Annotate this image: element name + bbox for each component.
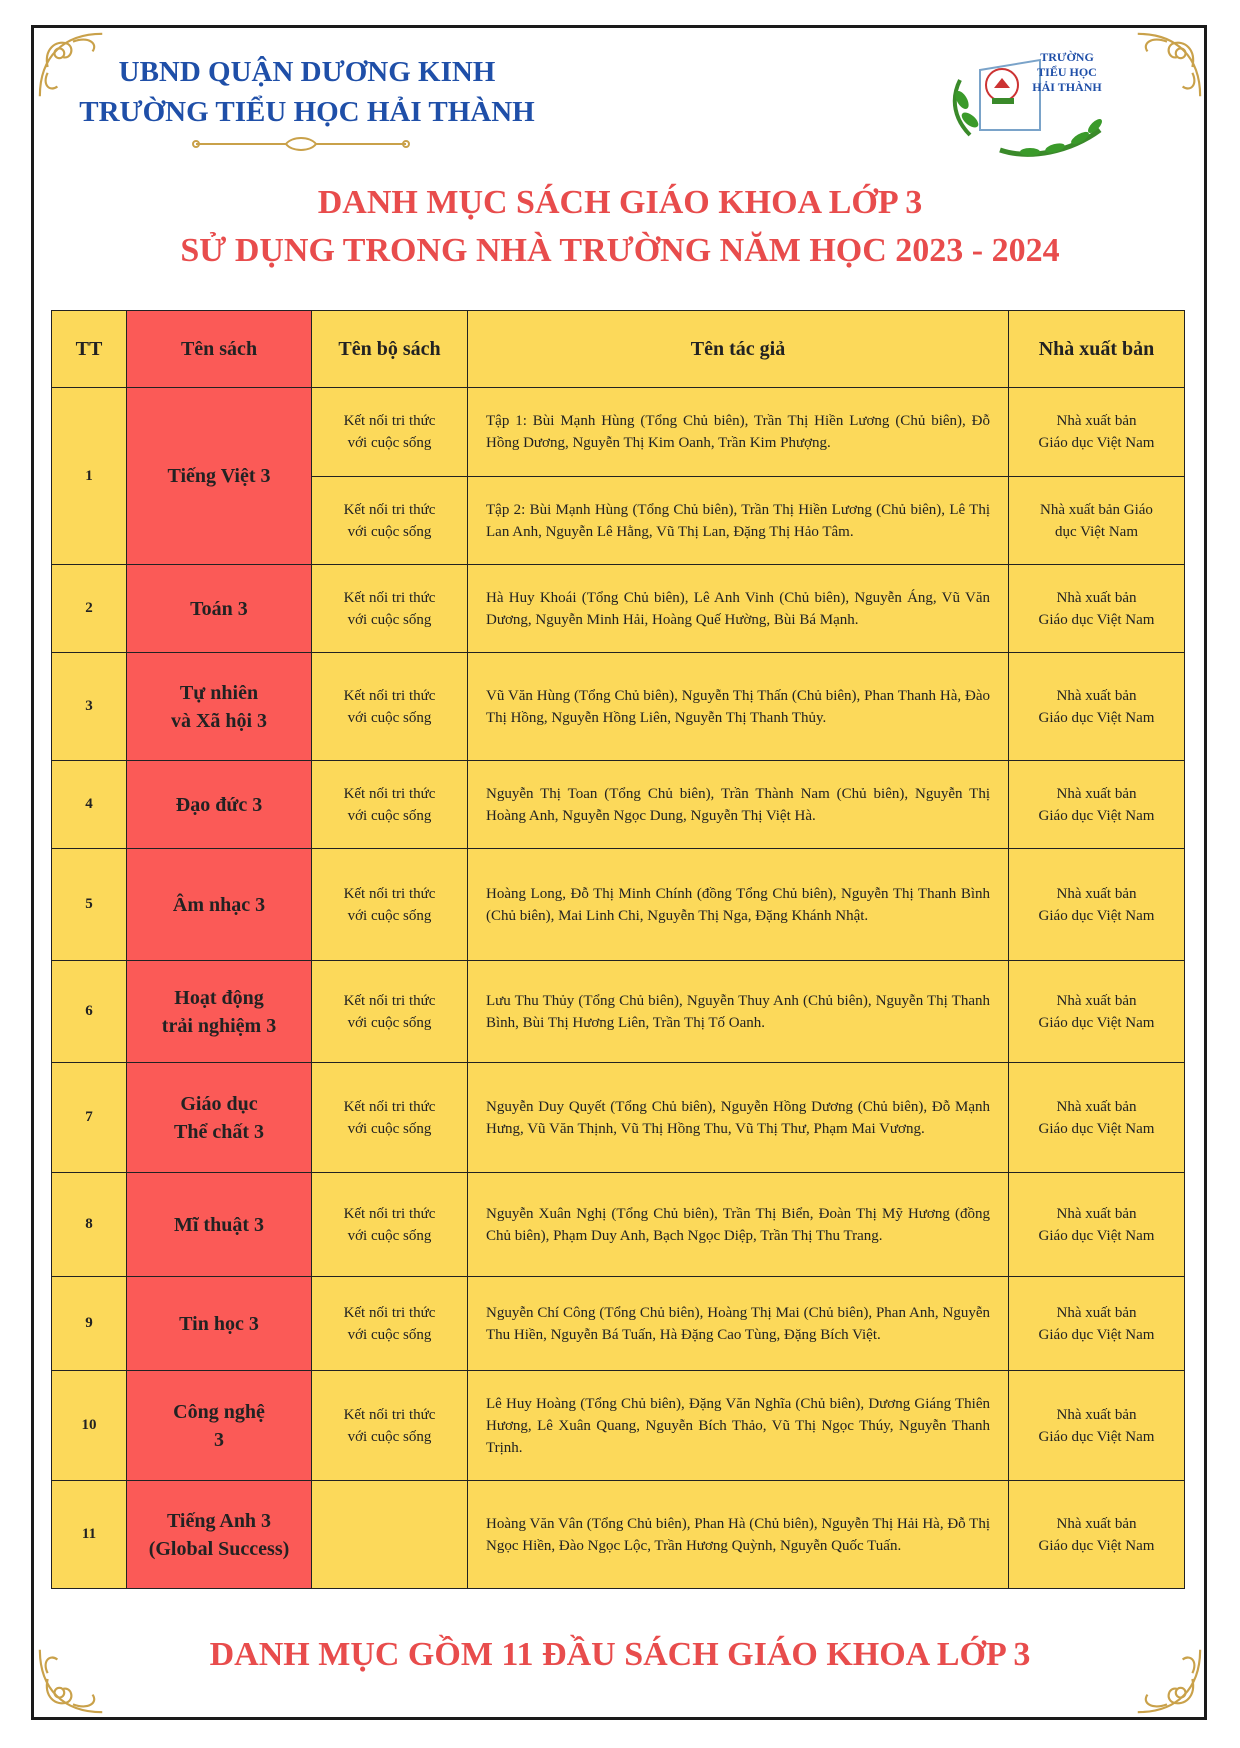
book-name xyxy=(127,1173,312,1277)
book-series-line1: Kết nối tri thức xyxy=(343,589,436,606)
book-publisher xyxy=(1009,477,1185,565)
book-name-line1: Hoạt động xyxy=(174,986,264,1009)
book-authors: Nguyễn Thị Toan (Tổng Chủ biên), Trần Thành Nam (Chủ biên), Nguyễn Thị Hoàng Anh, Nguyễn Ngọc Dung, Nguyễn Thị Việt Hà. xyxy=(468,761,1009,849)
book-name-line2: Thể chất 3 xyxy=(174,1120,264,1143)
book-name-line1: Mĩ thuật 3 xyxy=(174,1213,264,1236)
book-authors: Nguyễn Chí Công (Tổng Chủ biên), Hoàng Thị Mai (Chủ biên), Phan Anh, Nguyễn Thu Hiền, Nguyễn Bá Tuấn, Hà Đặng Cao Tùng, Đặng Bích Việt. xyxy=(468,1277,1009,1371)
publisher-line1: Nhà xuất bản xyxy=(1056,1205,1137,1222)
book-publisher xyxy=(1009,1371,1185,1481)
book-authors: Tập 1: Bùi Mạnh Hùng (Tổng Chủ biên), Trần Thị Hiền Lương (Chủ biên), Đỗ Hồng Dương, Nguyễn Thị Kim Oanh, Trần Kim Phượng. xyxy=(468,388,1009,477)
book-name-line1: Âm nhạc 3 xyxy=(172,893,266,916)
book-name-line2: và Xã hội 3 xyxy=(170,709,268,732)
book-series-line2: với cuộc sống xyxy=(347,1014,432,1031)
publisher-line2: Giáo dục Việt Nam xyxy=(1038,611,1155,628)
book-authors: Lưu Thu Thủy (Tổng Chủ biên), Nguyễn Thuy Anh (Chủ biên), Nguyễn Thị Thanh Bình, Bùi Thị Hương Liên, Trần Thị Tố Oanh. xyxy=(468,961,1009,1063)
book-series xyxy=(312,1277,468,1371)
publisher-line2: Giáo dục Việt Nam xyxy=(1038,1120,1155,1137)
book-name-line1: Tự nhiên xyxy=(179,681,259,704)
publisher-line2: Giáo dục Việt Nam xyxy=(1038,807,1155,824)
book-series-line2: với cuộc sống xyxy=(347,709,432,726)
book-series-line1: Kết nối tri thức xyxy=(343,785,436,802)
table-row xyxy=(52,961,1185,1063)
book-series-line1: Kết nối tri thức xyxy=(343,1406,436,1423)
book-name-line1: Tiếng Việt 3 xyxy=(167,465,271,487)
header-tt: TT xyxy=(52,311,127,388)
row-number: 11 xyxy=(52,1481,127,1589)
book-name-line1: Đạo đức 3 xyxy=(175,793,263,816)
book-series-line1: Kết nối tri thức xyxy=(343,413,436,429)
book-authors: Hà Huy Khoái (Tổng Chủ biên), Lê Anh Vinh (Chủ biên), Nguyễn Áng, Vũ Văn Dương, Nguyễn Minh Hải, Hoàng Quế Hường, Bùi Bá Mạnh. xyxy=(468,565,1009,653)
book-name xyxy=(127,653,312,761)
book-series-line2: với cuộc sống xyxy=(347,907,432,924)
book-name-line1: Tin học 3 xyxy=(179,1312,259,1335)
book-name-line1: Toán 3 xyxy=(190,597,248,620)
row-number: 1 xyxy=(52,388,127,565)
table-row xyxy=(52,1481,1185,1589)
book-series xyxy=(312,961,468,1063)
book-series-line2: với cuộc sống xyxy=(347,1326,432,1343)
book-series xyxy=(312,1063,468,1173)
book-name xyxy=(127,1371,312,1481)
book-name xyxy=(127,1063,312,1173)
book-name xyxy=(127,961,312,1063)
row-number: 10 xyxy=(52,1371,127,1481)
divider-ornament-icon xyxy=(186,134,416,154)
book-authors: Nguyễn Duy Quyết (Tổng Chủ biên), Nguyễn Hồng Dương (Chủ biên), Đỗ Mạnh Hưng, Vũ Văn Thịnh, Vũ Thị Hồng Thu, Vũ Thị Thư, Phạm Mai Vương. xyxy=(468,1063,1009,1173)
publisher-line2: Giáo dục Việt Nam xyxy=(1038,1537,1155,1554)
book-name xyxy=(127,849,312,961)
publisher-line2: Giáo dục Việt Nam xyxy=(1038,1227,1155,1244)
header-ten-tac-gia: Tên tác giả xyxy=(468,311,1009,388)
book-series-line2: với cuộc sống xyxy=(347,523,432,540)
book-series-line1: Kết nối tri thức xyxy=(343,687,436,704)
row-number: 2 xyxy=(52,565,127,653)
publisher-line1: Nhà xuất bản xyxy=(1056,885,1137,902)
logo-text-line3: HẢI THÀNH xyxy=(1032,80,1102,94)
document-title-line2: SỬ DỤNG TRONG NHÀ TRƯỜNG NĂM HỌC 2023 - 2024 xyxy=(180,232,1060,269)
publisher-line1: Nhà xuất bản xyxy=(1056,992,1137,1009)
book-name xyxy=(127,761,312,849)
table-row xyxy=(52,1371,1185,1481)
publisher-line2: Giáo dục Việt Nam xyxy=(1038,1326,1155,1343)
book-name xyxy=(127,1481,312,1589)
publisher-line1: Nhà xuất bản xyxy=(1056,413,1137,429)
book-series xyxy=(312,565,468,653)
book-name-line1: Giáo dục xyxy=(180,1092,258,1115)
publisher-line2: Giáo dục Việt Nam xyxy=(1038,1428,1155,1445)
book-series xyxy=(312,1173,468,1277)
book-series xyxy=(312,388,468,477)
book-authors: Lê Huy Hoàng (Tổng Chủ biên), Đặng Văn Nghĩa (Chủ biên), Dương Giáng Thiên Hương, Lê Xuân Quang, Nguyễn Bích Thảo, Vũ Thị Ngọc Thúy, Nguyễn Thanh Trịnh. xyxy=(468,1371,1009,1481)
footer-summary: DANH MỤC GỒM 11 ĐẦU SÁCH GIÁO KHOA LỚP 3 xyxy=(209,1636,1031,1673)
book-publisher xyxy=(1009,849,1185,961)
textbook-table xyxy=(51,310,1185,1589)
header-ten-sach: Tên sách xyxy=(127,311,312,388)
book-publisher xyxy=(1009,961,1185,1063)
book-publisher xyxy=(1009,1173,1185,1277)
book-series-line2: với cuộc sống xyxy=(347,807,432,824)
book-series-line2: với cuộc sống xyxy=(347,1227,432,1244)
book-series-line1: Kết nối tri thức xyxy=(343,992,436,1009)
book-series-line2: với cuộc sống xyxy=(347,1120,432,1137)
table-row xyxy=(52,1277,1185,1371)
row-number: 4 xyxy=(52,761,127,849)
book-publisher xyxy=(1009,565,1185,653)
book-series xyxy=(312,477,468,565)
table-header-row xyxy=(52,311,1185,388)
book-publisher xyxy=(1009,388,1185,477)
book-series-line2: với cuộc sống xyxy=(347,1428,432,1445)
school-name: TRƯỜNG TIỂU HỌC HẢI THÀNH xyxy=(79,96,535,128)
table-row xyxy=(52,1063,1185,1173)
book-series xyxy=(312,761,468,849)
row-number: 3 xyxy=(52,653,127,761)
book-series xyxy=(312,849,468,961)
row-number: 7 xyxy=(52,1063,127,1173)
book-name-line2: 3 xyxy=(214,1428,224,1451)
book-series xyxy=(312,1481,468,1589)
publisher-line2: Giáo dục Việt Nam xyxy=(1038,907,1155,924)
book-series xyxy=(312,1371,468,1481)
school-logo xyxy=(940,40,1110,160)
book-series-line1: Kết nối tri thức xyxy=(343,1098,436,1115)
book-authors: Tập 2: Bùi Mạnh Hùng (Tổng Chủ biên), Trần Thị Hiền Lương (Chủ biên), Lê Thị Lan Anh, Nguyễn Lê Hằng, Vũ Thị Lan, Đặng Thị Hảo Tâm. xyxy=(468,477,1009,565)
book-series-line1: Kết nối tri thức xyxy=(343,885,436,902)
row-number: 9 xyxy=(52,1277,127,1371)
table-row xyxy=(52,761,1185,849)
header-ten-bo-sach: Tên bộ sách xyxy=(312,311,468,388)
table-row xyxy=(52,388,1185,477)
book-publisher xyxy=(1009,761,1185,849)
book-series-line2: với cuộc sống xyxy=(347,611,432,628)
publisher-line1: Nhà xuất bản xyxy=(1056,589,1137,606)
publisher-line1: Nhà xuất bản xyxy=(1056,687,1137,704)
row-number: 5 xyxy=(52,849,127,961)
book-publisher xyxy=(1009,653,1185,761)
table-row xyxy=(52,565,1185,653)
school-header xyxy=(72,52,542,132)
table-row xyxy=(52,653,1185,761)
table-row xyxy=(52,1173,1185,1277)
book-authors: Hoàng Văn Vân (Tổng Chủ biên), Phan Hà (Chủ biên), Nguyễn Thị Hải Hà, Đỗ Thị Ngọc Hiền, Đào Ngọc Lộc, Trần Hương Quỳnh, Nguyễn Quốc Tuấn. xyxy=(468,1481,1009,1589)
book-authors: Vũ Văn Hùng (Tổng Chủ biên), Nguyễn Thị Thấn (Chủ biên), Phan Thanh Hà, Đào Thị Hồng, Nguyễn Hồng Liên, Nguyễn Thị Thanh Thủy. xyxy=(468,653,1009,761)
publisher-line1: Nhà xuất bản xyxy=(1056,1098,1137,1115)
book-name xyxy=(127,388,312,565)
book-name-line2: (Global Success) xyxy=(148,1537,290,1560)
logo-text-line2: TIỂU HỌC xyxy=(1037,65,1097,79)
header-nha-xuat-ban: Nhà xuất bản xyxy=(1009,311,1185,388)
publisher-line2: Giáo dục Việt Nam xyxy=(1038,435,1155,451)
table-row xyxy=(52,849,1185,961)
publisher-line2: dục Việt Nam xyxy=(1055,523,1138,540)
row-number: 8 xyxy=(52,1173,127,1277)
publisher-line1: Nhà xuất bản xyxy=(1056,785,1137,802)
publisher-line2: Giáo dục Việt Nam xyxy=(1038,1014,1155,1031)
publisher-line1: Nhà xuất bản xyxy=(1056,1304,1137,1321)
district-name: UBND QUẬN DƯƠNG KINH xyxy=(118,56,496,88)
book-publisher xyxy=(1009,1277,1185,1371)
book-series-line1: Kết nối tri thức xyxy=(343,1304,436,1321)
book-series xyxy=(312,653,468,761)
book-series-line2: với cuộc sống xyxy=(347,435,432,451)
book-name xyxy=(127,565,312,653)
book-series-line1: Kết nối tri thức xyxy=(343,501,436,518)
document-title-line1: DANH MỤC SÁCH GIÁO KHOA LỚP 3 xyxy=(317,184,923,221)
publisher-line1: Nhà xuất bản xyxy=(1056,1515,1137,1532)
book-name-line2: trải nghiệm 3 xyxy=(161,1014,277,1037)
publisher-line1: Nhà xuất bản Giáo xyxy=(1040,501,1153,518)
publisher-line2: Giáo dục Việt Nam xyxy=(1038,709,1155,726)
book-authors: Hoàng Long, Đỗ Thị Minh Chính (đồng Tổng Chủ biên), Nguyễn Thị Thanh Bình (Chủ biên), Mai Linh Chi, Nguyễn Thị Nga, Đặng Khánh Nhật. xyxy=(468,849,1009,961)
book-name-line1: Tiếng Anh 3 xyxy=(166,1509,272,1532)
book-publisher xyxy=(1009,1063,1185,1173)
book-name-line1: Công nghệ xyxy=(173,1400,265,1423)
logo-text-line1: TRƯỜNG xyxy=(1040,50,1094,64)
corner-ornament-icon xyxy=(1128,28,1206,106)
book-publisher xyxy=(1009,1481,1185,1589)
book-authors: Nguyễn Xuân Nghị (Tổng Chủ biên), Trần Thị Biển, Đoàn Thị Mỹ Hương (đồng Chủ biên), Phạm Duy Anh, Bạch Ngọc Diệp, Trần Thị Thu Trang. xyxy=(468,1173,1009,1277)
row-number: 6 xyxy=(52,961,127,1063)
publisher-line1: Nhà xuất bản xyxy=(1056,1406,1137,1423)
book-series-line1: Kết nối tri thức xyxy=(343,1205,436,1222)
book-name xyxy=(127,1277,312,1371)
